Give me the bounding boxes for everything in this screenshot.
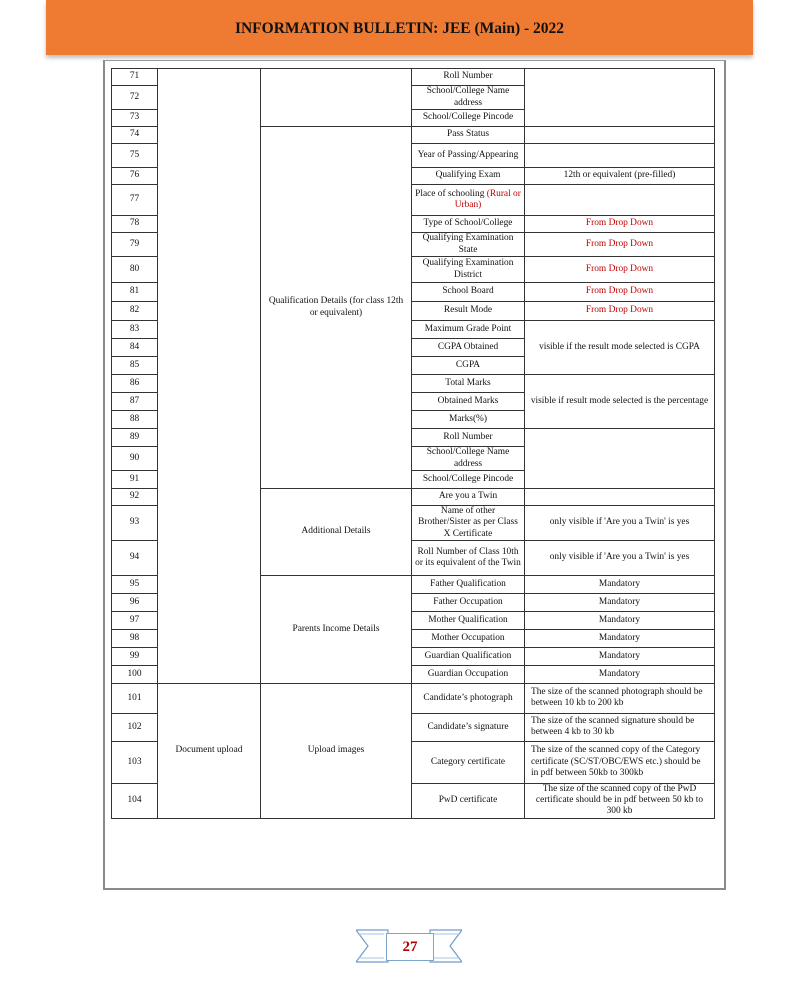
field-name: School/College Name address xyxy=(412,447,525,471)
field-name: School Board xyxy=(412,283,525,302)
field-description xyxy=(525,69,715,127)
field-description xyxy=(525,489,715,506)
field-name: School/College Name address xyxy=(412,86,525,110)
field-name xyxy=(412,185,525,216)
field-description: From Drop Down xyxy=(525,233,715,257)
field-description: visible if the result mode selected is CGPA xyxy=(525,321,715,375)
serial-number: 84 xyxy=(112,339,158,357)
serial-number: 98 xyxy=(112,629,158,647)
form-fields-table xyxy=(111,68,715,819)
field-description: visible if result mode selected is the percentage xyxy=(525,375,715,429)
field-description: Mandatory xyxy=(525,593,715,611)
serial-number: 102 xyxy=(112,713,158,741)
field-description: From Drop Down xyxy=(525,302,715,321)
table-row xyxy=(112,683,715,713)
field-name: Guardian Occupation xyxy=(412,665,525,683)
serial-number: 89 xyxy=(112,429,158,447)
serial-number: 73 xyxy=(112,110,158,127)
field-name: Maximum Grade Point xyxy=(412,321,525,339)
serial-number: 81 xyxy=(112,283,158,302)
serial-number: 80 xyxy=(112,257,158,283)
field-name: Year of Passing/Appearing xyxy=(412,144,525,168)
page-title: INFORMATION BULLETIN: JEE (Main) - 2022 xyxy=(234,20,565,37)
field-name: Roll Number of Class 10th or its equivalent of the Twin xyxy=(412,540,525,575)
section-additional-details: Additional Details xyxy=(261,489,412,576)
field-description: only visible if 'Are you a Twin' is yes xyxy=(525,506,715,541)
field-name: Candidate’s signature xyxy=(412,713,525,741)
field-name: Roll Number xyxy=(412,429,525,447)
serial-number: 77 xyxy=(112,185,158,216)
field-description: From Drop Down xyxy=(525,257,715,283)
field-name: Father Occupation xyxy=(412,593,525,611)
section-parents-income-details: Parents Income Details xyxy=(261,575,412,683)
serial-number: 87 xyxy=(112,393,158,411)
field-description: Mandatory xyxy=(525,647,715,665)
serial-number: 74 xyxy=(112,127,158,144)
serial-number: 97 xyxy=(112,611,158,629)
field-name: Mother Occupation xyxy=(412,629,525,647)
field-name: Result Mode xyxy=(412,302,525,321)
field-name: PwD certificate xyxy=(412,783,525,818)
serial-number: 86 xyxy=(112,375,158,393)
category-document-upload: Document upload xyxy=(158,683,261,818)
field-name-red-text: (Rural or Urban) xyxy=(454,188,521,210)
field-description: The size of the scanned signature should be between 4 kb to 30 kb xyxy=(525,713,715,741)
field-name: Category certificate xyxy=(412,741,525,783)
page-number: 27 xyxy=(386,933,434,961)
field-description: The size of the scanned copy of the Category certificate (SC/ST/OBC/EWS etc.) should be in pdf between 50kb to 300kb xyxy=(525,741,715,783)
field-description: only visible if 'Are you a Twin' is yes xyxy=(525,540,715,575)
field-name: Roll Number xyxy=(412,69,525,86)
field-description: The size of the scanned copy of the PwD certificate should be in pdf between 50 kb to 300 kb xyxy=(525,783,715,818)
serial-number: 99 xyxy=(112,647,158,665)
field-description: From Drop Down xyxy=(525,283,715,302)
serial-number: 92 xyxy=(112,489,158,506)
field-description: Mandatory xyxy=(525,611,715,629)
section-upload-images: Upload images xyxy=(261,683,412,818)
field-name-text: Place of schooling xyxy=(415,188,485,199)
field-description: From Drop Down xyxy=(525,216,715,233)
field-name: Marks(%) xyxy=(412,411,525,429)
serial-number: 83 xyxy=(112,321,158,339)
serial-number: 91 xyxy=(112,471,158,489)
field-description xyxy=(525,127,715,144)
serial-number: 79 xyxy=(112,233,158,257)
field-name: School/College Pincode xyxy=(412,471,525,489)
serial-number: 90 xyxy=(112,447,158,471)
serial-number: 85 xyxy=(112,357,158,375)
section-cell xyxy=(261,69,412,127)
field-name: Are you a Twin xyxy=(412,489,525,506)
field-name: Qualifying Exam xyxy=(412,168,525,185)
serial-number: 72 xyxy=(112,86,158,110)
table-row xyxy=(112,69,715,86)
field-name: Total Marks xyxy=(412,375,525,393)
field-description xyxy=(525,144,715,168)
serial-number: 88 xyxy=(112,411,158,429)
field-description: 12th or equivalent (pre-filled) xyxy=(525,168,715,185)
field-name: Name of other Brother/Sister as per Class X Certificate xyxy=(412,506,525,541)
field-name: CGPA Obtained xyxy=(412,339,525,357)
field-description: Mandatory xyxy=(525,575,715,593)
serial-number: 93 xyxy=(112,506,158,541)
field-name: Guardian Qualification xyxy=(412,647,525,665)
serial-number: 75 xyxy=(112,144,158,168)
page-number-ribbon xyxy=(356,926,462,966)
header-banner xyxy=(46,0,753,55)
field-name: Obtained Marks xyxy=(412,393,525,411)
field-name: Father Qualification xyxy=(412,575,525,593)
serial-number: 71 xyxy=(112,69,158,86)
serial-number: 103 xyxy=(112,741,158,783)
serial-number: 95 xyxy=(112,575,158,593)
serial-number: 104 xyxy=(112,783,158,818)
serial-number: 96 xyxy=(112,593,158,611)
field-name: Qualifying Examination District xyxy=(412,257,525,283)
field-name: School/College Pincode xyxy=(412,110,525,127)
serial-number: 78 xyxy=(112,216,158,233)
field-name: Qualifying Examination State xyxy=(412,233,525,257)
field-name: CGPA xyxy=(412,357,525,375)
serial-number: 100 xyxy=(112,665,158,683)
field-description: Mandatory xyxy=(525,665,715,683)
serial-number: 76 xyxy=(112,168,158,185)
field-description xyxy=(525,185,715,216)
category-cell xyxy=(158,69,261,684)
field-description xyxy=(525,429,715,489)
field-description: Mandatory xyxy=(525,629,715,647)
field-name: Candidate’s photograph xyxy=(412,683,525,713)
serial-number: 94 xyxy=(112,540,158,575)
field-name: Pass Status xyxy=(412,127,525,144)
serial-number: 101 xyxy=(112,683,158,713)
serial-number: 82 xyxy=(112,302,158,321)
field-name: Type of School/College xyxy=(412,216,525,233)
section-qualification-details: Qualification Details (for class 12th or equivalent) xyxy=(261,127,412,489)
field-description: The size of the scanned photograph should be between 10 kb to 200 kb xyxy=(525,683,715,713)
field-name: Mother Qualification xyxy=(412,611,525,629)
